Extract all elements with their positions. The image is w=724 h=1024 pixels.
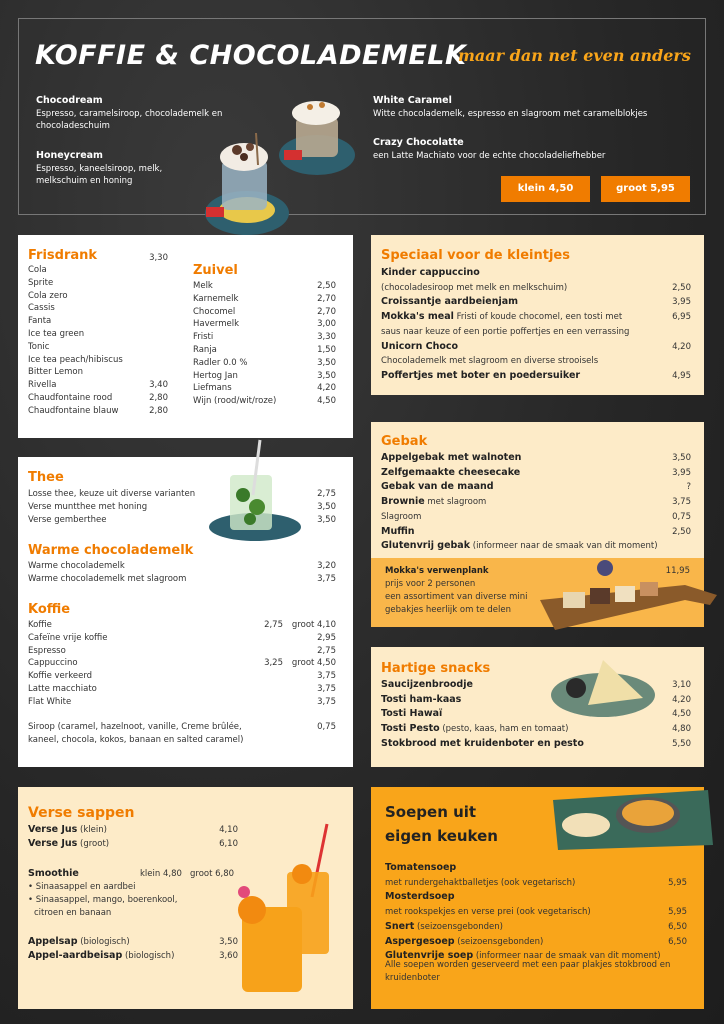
koffie-item: Koffie [28,620,52,630]
smoothie-klein: klein 4,80 [140,869,182,879]
thee-item-price: 3,50 [317,514,336,525]
white-caramel-desc: Witte chocolademelk, espresso en slagroom met caramelblokjes [373,109,648,119]
honeycream-name: Honeycream [36,150,103,161]
zuivel-item: Radler 0.0 % [193,357,248,368]
soep-item-desc: (seizoensgebonden) [454,936,544,947]
price-small-badge: klein 4,50 [501,176,590,202]
kids-item-price: 4,95 [672,370,691,381]
kids-item-price: 3,95 [672,297,691,308]
soep-note1: Alle soepen worden geserveerd met een paar plakjes stokbrood en [385,960,671,970]
kids-item-desc: (chocoladesiroop met melk en melkschuim) [381,282,568,293]
zuivel-item-price: 3,30 [317,332,336,343]
tosti-illustration [548,650,668,720]
frisdrank-title: Frisdrank [28,248,98,263]
zuivel-item-price: 2,70 [317,306,336,317]
koffie-price: 2,95 [317,632,336,643]
soep-item-name: Mosterdsoep [385,891,455,903]
hartig-item-name: Tosti Pesto [381,723,440,735]
gebak-item-price: 2,50 [672,526,691,537]
koffie-item: Espresso [28,645,66,656]
jus-klein-size: (klein) [77,825,107,835]
zuivel-item-price: 4,50 [317,396,336,407]
honeycream-desc: Espresso, kaneelsiroop, melk, [36,164,163,174]
appel-aardbeisap: Appel-aardbeisap [28,950,123,961]
gebak-item-name: Glutenvrij gebak [381,540,471,552]
soep-item-price: 5,95 [668,907,687,918]
thee-item: Losse thee, keuze uit diverse varianten [28,489,196,499]
verwenplank-line2: een assortiment van diverse mini [385,592,528,602]
zuivel-item: Melk [193,281,213,291]
gebak-item-name: Zelfgemaakte cheesecake [381,466,521,478]
gebak-item-price: 3,50 [672,453,691,463]
soep-item-price: 6,50 [668,936,687,947]
soep-item-price: 5,95 [668,877,687,888]
gebak-item-desc: (informeer naar de smaak van dit moment) [470,541,658,552]
zuivel-item: Wijn (rood/wit/roze) [193,396,277,407]
kids-item-price: 4,20 [672,341,691,352]
hartig-item-price: 4,80 [672,724,691,735]
zuivel-item: Chocomel [193,306,236,317]
appelsap-bio: (biologisch) [77,937,130,947]
hartig-title: Hartige snacks [381,661,491,676]
zuivel-title: Zuivel [193,263,238,278]
jus-groot: Verse Jus [28,838,78,849]
zuivel-item: Havermelk [193,319,239,330]
frisdrank-item: Fanta [28,316,52,327]
cake-board-illustration [535,560,721,635]
sappen-title: Verse sappen [28,805,135,821]
price-large-badge: groot 5,95 [601,176,690,202]
gebak-item-price: 3,75 [672,497,691,508]
soep-item-name: Glutenvrije soep [385,950,474,962]
zuivel-item-price: 2,70 [317,293,336,304]
chocodream-desc: Espresso, caramelsiroop, chocolademelk en [36,109,223,119]
zuivel-item-price: 1,50 [317,345,336,355]
frisdrank-item: Ice tea peach/hibiscus [28,354,123,365]
soep-item-desc: (informeer naar de smaak van dit moment) [473,951,661,962]
kids-item-name: Mokka's meal [381,311,454,323]
white-caramel-name: White Caramel [373,95,452,106]
hartig-item-name: Saucijzenbroodje [381,679,473,690]
hartig-item-price: 5,50 [672,738,691,749]
zuivel-item-price: 3,50 [317,370,336,381]
hartig-item-price: 4,50 [672,709,691,720]
soep-item-desc: met rundergehaktballetjes (ook vegetarisch) [385,877,576,888]
zuivel-item: Ranja [193,345,217,355]
juice-glasses-illustration [232,822,347,1012]
siroop-line2: kaneel, chocola, kokos, banaan en salted caramel) [28,735,244,745]
hartig-item-price: 3,10 [672,680,691,690]
zuivel-item-price: 2,50 [317,281,336,291]
koffie-mid-price: 3,25 [264,658,283,669]
hartig-item-price: 4,20 [672,694,691,705]
smoothie-opt1: • Sinaasappel en aardbei [28,882,136,892]
jus-groot-price: 6,10 [219,839,238,849]
siroop-line1: Siroop (caramel, hazelnoot, vanille, Creme brûlée, [28,722,242,732]
jus-klein: Verse Jus [28,824,78,835]
appelsap-price: 3,50 [219,937,238,947]
smoothie-opt2b: citroen en banaan [34,908,112,918]
soepen-title1: Soepen uit [385,803,477,821]
soep-item-price: 6,50 [668,921,687,932]
soup-illustration [548,785,718,855]
jus-klein-price: 4,10 [219,825,238,835]
warm-choco-title: Warme chocolademelk [28,543,194,558]
soep-item-name: Tomatensoep [385,862,457,873]
koffie-item: Koffie verkeerd [28,671,93,682]
koffie-price: 3,75 [317,671,336,682]
thee-item-price: 2,75 [317,489,336,499]
koffie-groot-price: groot 4,50 [291,658,336,669]
kids-item-name: Poffertjes met boter en poedersuiker [381,369,581,381]
verwenplank-title: Mokka's verwenplank [385,566,489,576]
appel-aardbeisap-price: 3,60 [219,951,238,961]
frisdrank-item-price: 2,80 [149,393,168,403]
frisdrank-item: Tonic [28,341,50,352]
gebak-item-name: Muffin [381,525,415,537]
frisdrank-item: Cassis [28,303,55,314]
frisdrank-item: Sprite [28,277,54,288]
gebak-item-name: Gebak van de maand [381,481,494,493]
soep-item-name: Snert [385,920,415,932]
tea-glass-illustration [205,435,305,545]
koffie-mid-price: 2,75 [264,620,283,630]
gebak-item-desc: met slagroom [424,497,487,508]
zuivel-item: Hertog Jan [193,370,238,381]
hartig-item-name: Stokbrood met kruidenboter en pesto [381,737,584,749]
chocodream-desc2: chocoladeschuim [36,121,110,131]
thee-title: Thee [28,470,64,485]
kids-item-desc: saus naar keuze of een portie poffertjes en een verrassing [381,326,630,337]
gebak-item-desc: Slagroom [381,511,422,522]
smoothie-groot: groot 6,80 [190,869,235,879]
crazy-chocolatte-desc: een Latte Machiato voor de echte chocoladeliefhebber [373,151,606,161]
koffie-price: 2,75 [317,645,336,656]
warm-item: Warme chocolademelk [28,561,125,571]
kids-item-desc: Chocolademelk met slagroom en diverse strooisels [381,356,599,367]
frisdrank-item: Cola zero [28,290,68,301]
thee-item-price: 3,50 [317,501,336,512]
koffie-title: Koffie [28,602,71,617]
frisdrank-item: Chaudfontaine blauw [28,405,119,416]
gebak-title: Gebak [381,434,428,449]
kids-item-price: 6,95 [672,312,691,323]
warm-item-price: 3,20 [317,561,336,571]
frisdrank-item: Chaudfontaine rood [28,393,113,403]
verwenplank-line1: prijs voor 2 personen [385,579,476,589]
soep-item-desc: (seizoensgebonden) [414,921,503,932]
thee-item: Verse gemberthee [28,514,107,525]
siroop-price: 0,75 [317,722,336,732]
kleintjes-title: Speciaal voor de kleintjes [381,248,570,263]
appelsap: Appelsap [28,936,78,947]
smoothie-name: Smoothie [28,868,79,879]
soep-item-name: Aspergesoep [385,935,455,947]
hartig-item-name: Tosti Hawaï [381,708,443,720]
honeycream-desc2: melkschuim en honing [36,176,133,186]
hartig-item-desc: (pesto, kaas, ham en tomaat) [439,724,569,735]
appel-aardbeisap-bio: (biologisch) [122,951,175,961]
thee-item: Verse muntthee met honing [28,501,148,512]
koffie-item: Cafeïne vrije koffie [28,632,108,643]
koffie-item: Flat White [28,696,72,707]
hartig-item-name: Tosti ham-kaas [381,693,462,705]
warm-item: Warme chocolademelk met slagroom [28,573,187,584]
zuivel-item: Liefmans [193,383,232,394]
zuivel-item-price: 4,20 [317,383,336,394]
gebak-item-price: ? [686,482,691,493]
kids-item-name: Unicorn Choco [381,340,459,352]
chocodream-name: Chocodream [36,95,103,106]
koffie-groot-price: groot 4,10 [291,620,336,630]
koffie-price: 3,75 [317,696,336,707]
soep-note2: kruidenboter [385,973,440,983]
warm-item-price: 3,75 [317,573,336,584]
zuivel-item-price: 3,00 [317,319,336,330]
frisdrank-price: 3,30 [149,253,168,263]
kids-item-name: Kinder cappuccino [381,267,480,278]
gebak-item-price: 0,75 [672,511,691,522]
kids-item-price: 2,50 [672,282,691,293]
gebak-item-name: Brownie [381,496,425,508]
gebak-item-name: Appelgebak met walnoten [381,452,522,463]
hot-drinks-illustration [192,95,362,245]
crazy-chocolatte-name: Crazy Chocolatte [373,137,464,148]
frisdrank-item: Rivella [28,380,57,391]
koffie-item: Latte macchiato [28,684,97,694]
verwenplank-line3: gebakjes heerlijk om te delen [385,605,511,615]
zuivel-item-price: 3,50 [317,357,336,368]
jus-groot-size: (groot) [77,839,110,849]
soepen-title2: eigen keuken [385,827,498,845]
verwenplank-price: 11,95 [665,566,690,576]
page-subtitle: maar dan net even anders [458,46,691,65]
zuivel-item: Fristi [193,332,214,343]
kids-item-name: Croissantje aardbeienjam [381,296,519,308]
smoothie-opt2: • Sinaasappel, mango, boerenkool, [28,895,178,905]
page-title: KOFFIE & CHOCOLADEMELK [35,40,467,71]
frisdrank-item-price: 3,40 [149,380,168,391]
koffie-item: Cappuccino [28,658,78,669]
kids-item-desc: Fristi of koude chocomel, een tosti met [453,312,623,323]
frisdrank-item-price: 2,80 [149,405,168,416]
koffie-price: 3,75 [317,684,336,694]
frisdrank-item: Cola [28,265,47,275]
soep-item-desc: met rookspekjes en verse prei (ook vegetarisch) [385,907,591,918]
frisdrank-item: Bitter Lemon [28,367,83,378]
gebak-item-price: 3,95 [672,467,691,478]
frisdrank-item: Ice tea green [28,329,85,339]
zuivel-item: Karnemelk [193,293,239,304]
